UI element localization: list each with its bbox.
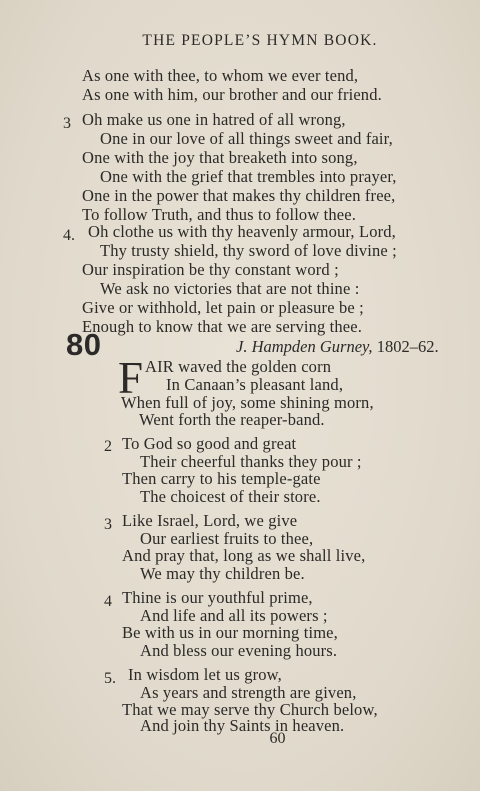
hymn-author xyxy=(236,337,439,357)
drop-cap: F xyxy=(118,353,144,403)
verse-line: As years and strength are given, xyxy=(140,683,357,702)
verse-line: Like Israel, Lord, we give xyxy=(122,511,298,530)
verse-number: 4. xyxy=(63,227,75,244)
verse-line: Oh make us one in hatred of all wrong, xyxy=(82,110,346,129)
verse-line: Then carry to his temple-gate xyxy=(122,469,321,488)
verse-line: To follow Truth, and thus to follow thee. xyxy=(82,205,357,224)
verse-line: Our inspiration be thy constant word ; xyxy=(82,260,339,279)
verse-line: One with the grief that trembles into prayer, xyxy=(100,167,397,186)
verse-line: And bless our evening hours. xyxy=(140,641,338,660)
verse-line: And join thy Saints in heaven. xyxy=(140,716,345,735)
verse-line: Thine is our youthful prime, xyxy=(122,588,313,607)
verse-line: One with the joy that breaketh into song, xyxy=(82,148,358,167)
verse-line: And life and all its powers ; xyxy=(140,606,328,625)
verse-line: We ask no victories that are not thine : xyxy=(100,279,360,298)
verse-number: 4 xyxy=(104,593,112,610)
author-name: J. Hampden Gurney, xyxy=(236,337,373,356)
verse-line: The choicest of their store. xyxy=(140,487,321,506)
verse-number: 3 xyxy=(104,516,112,533)
verse-line: To God so good and great xyxy=(122,434,297,453)
verse-line: Give or withhold, let pain or pleasure be ; xyxy=(82,298,364,317)
hymn-number: 80 xyxy=(66,327,102,362)
verse-line: AIR waved the golden corn xyxy=(145,357,332,376)
author-dates: 1802–62. xyxy=(376,337,439,356)
verse-line: One in the power that makes thy children free, xyxy=(82,186,396,205)
running-header: THE PEOPLE’S HYMN BOOK. xyxy=(142,32,378,49)
verse-number: 3 xyxy=(63,115,71,132)
verse-line: Their cheerful thanks they pour ; xyxy=(140,452,362,471)
verse-line: We may thy children be. xyxy=(140,564,305,583)
verse-number: 5. xyxy=(104,670,116,687)
verse-number: 2 xyxy=(104,438,112,455)
verse-line: When full of joy, some shining morn, xyxy=(121,393,374,412)
verse-line: In wisdom let us grow, xyxy=(128,665,282,684)
verse-line: Enough to know that we are serving thee. xyxy=(82,317,363,336)
verse-line: As one with thee, to whom we ever tend, xyxy=(82,66,359,85)
page-number: 60 xyxy=(269,730,286,747)
verse-line: Went forth the reaper-band. xyxy=(139,410,325,429)
verse-line: And pray that, long as we shall live, xyxy=(122,546,366,565)
verse-line: Oh clothe us with thy heavenly armour, Lord, xyxy=(88,222,396,241)
verse-line: One in our love of all things sweet and fair, xyxy=(100,129,393,148)
verse-line: Our earliest fruits to thee, xyxy=(140,529,314,548)
verse-line: Be with us in our morning time, xyxy=(122,623,338,642)
verse-line: As one with him, our brother and our friend. xyxy=(82,85,382,104)
verse-line: In Canaan’s pleasant land, xyxy=(166,375,344,394)
verse-line: That we may serve thy Church below, xyxy=(122,700,378,719)
verse-line: Thy trusty shield, thy sword of love divine ; xyxy=(100,241,397,260)
